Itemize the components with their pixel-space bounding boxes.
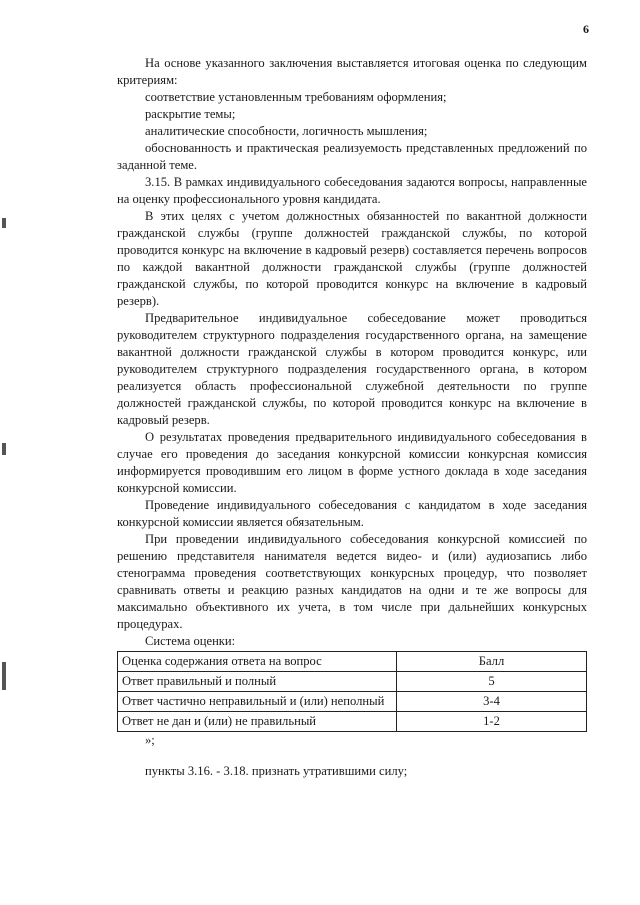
rating-title: Система оценки: <box>145 634 236 648</box>
table-cell: 3-4 <box>397 692 587 712</box>
intro-paragraph: На основе указанного заключения выставляется итоговая оценка по следующим критериям: <box>117 56 587 87</box>
table-header-cell: Оценка содержания ответа на вопрос <box>118 652 397 672</box>
margin-mark <box>2 662 6 690</box>
paragraph: В этих целях с учетом должностных обязанностей по вакантной должности гражданской службы (группе должностей гражданской службы, по которой проводится конкурс на включение в кадровый резерв) составляется перечень вопросов по каждой вакантной должности гражданской службы (группе должностей гражданской службы, по которой проводится конкурс на включение в кадровый резерв). <box>117 209 587 308</box>
table-cell: 1-2 <box>397 712 587 732</box>
criterion-item: обоснованность и практическая реализуемость представленных предложений по заданной теме. <box>117 141 587 172</box>
paragraph-3-15: 3.15. В рамках индивидуального собеседования задаются вопросы, направленные на оценку профессионального уровня кандидата. <box>117 175 587 206</box>
criterion-item: соответствие установленным требованиям оформления; <box>145 90 447 104</box>
page-number: 6 <box>583 22 589 36</box>
final-line: пункты 3.16. - 3.18. признать утратившими силу; <box>145 764 408 778</box>
table-row <box>118 692 587 712</box>
table-header-cell: Балл <box>397 652 587 672</box>
paragraph: При проведении индивидуального собеседования конкурсной комиссией по решению представителя нанимателя ведется видео- и (или) аудиозапись либо стенограмма проведения соответствующих конкурсных процедур, что позволяет сравнивать ответы и реакцию разных кандидатов на одни и те же вопросы для максимально объективного их учета, в том числе при дальнейших конкурсных процедурах. <box>117 532 587 631</box>
table-cell: Ответ правильный и полный <box>118 672 397 692</box>
paragraph: О результатах проведения предварительного индивидуального собеседования в случае его проведения до заседания конкурсной комиссии конкурсная комиссия информируется проводившим его лицом в форме устного доклада в ходе заседания конкурсной комиссии. <box>117 430 587 495</box>
criterion-item: аналитические способности, логичность мышления; <box>145 124 428 138</box>
rating-table <box>117 651 587 732</box>
paragraph: Предварительное индивидуальное собеседование может проводиться руководителем структурного подразделения государственного органа, на замещение вакантной должности гражданской службы в котором проводится конкурс, или руководителем структурного подразделения государственного органа, в котором реализуется область профессиональной служебной деятельности по группе должностей гражданской службы, по которой проводится конкурс на включение в кадровый резерв. <box>117 311 587 427</box>
margin-mark <box>2 218 6 228</box>
document-body <box>117 55 587 780</box>
closing-quote: »; <box>145 733 155 747</box>
table-row <box>118 672 587 692</box>
table-cell: Ответ не дан и (или) не правильный <box>118 712 397 732</box>
table-row <box>118 712 587 732</box>
table-cell: 5 <box>397 672 587 692</box>
criterion-item: раскрытие темы; <box>145 107 236 121</box>
table-cell: Ответ частично неправильный и (или) неполный <box>118 692 397 712</box>
margin-mark <box>2 443 6 455</box>
paragraph: Проведение индивидуального собеседования с кандидатом в ходе заседания конкурсной комиссии является обязательным. <box>117 498 587 529</box>
table-header-row <box>118 652 587 672</box>
